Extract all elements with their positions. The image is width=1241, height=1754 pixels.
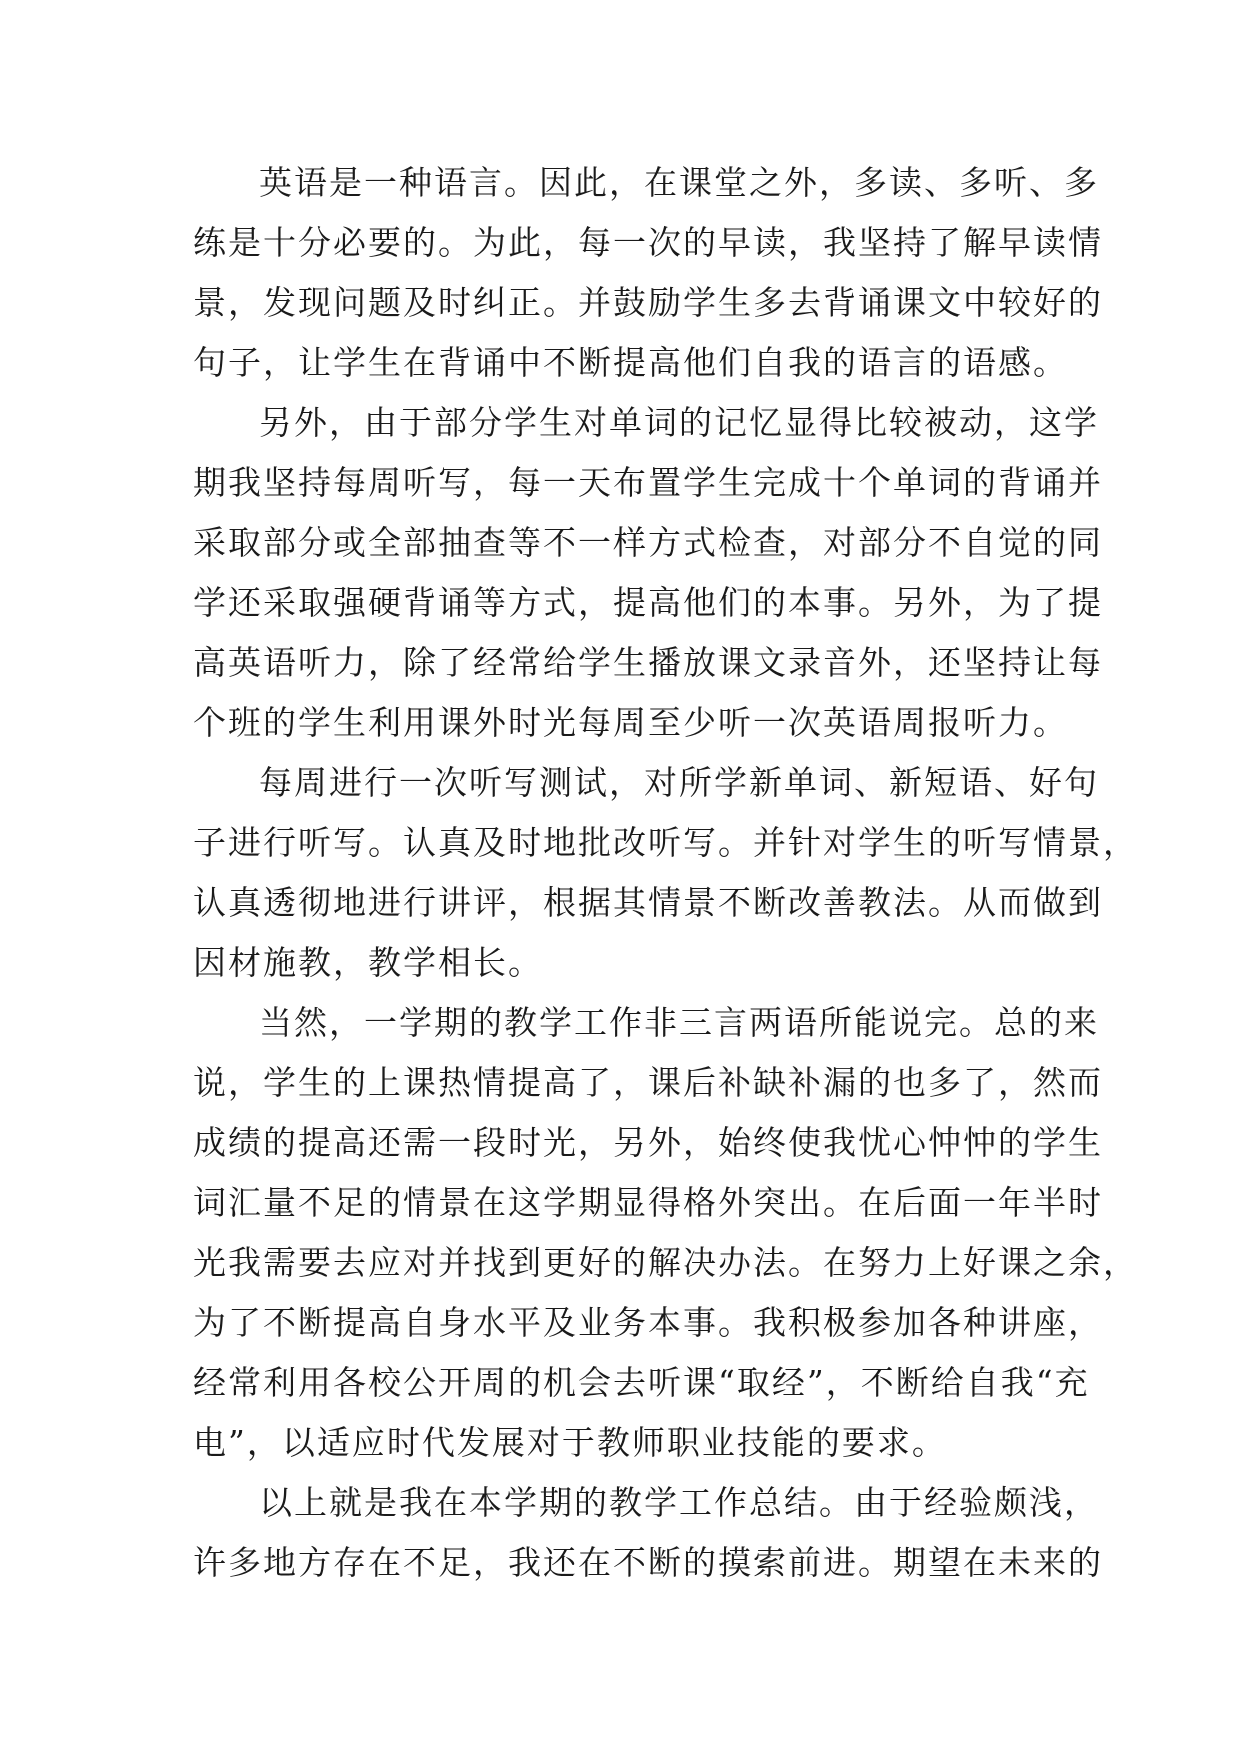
text-line: 每周进行一次听写测试，对所学新单词、新短语、好句 xyxy=(259,763,1099,802)
paragraph xyxy=(193,753,1138,993)
text-line: 英语是一种语言。因此，在课堂之外，多读、多听、多 xyxy=(259,163,1099,202)
text-line: 句子，让学生在背诵中不断提高他们自我的语言的语感。 xyxy=(193,343,1068,382)
text-line: 词汇量不足的情景在这学期显得格外突出。在后面一年半时 xyxy=(193,1183,1103,1222)
text-line: 学还采取强硬背诵等方式，提高他们的本事。另外，为了提 xyxy=(193,583,1103,622)
paragraph xyxy=(193,1473,1103,1593)
text-line: 成绩的提高还需一段时光，另外，始终使我忧心忡忡的学生 xyxy=(193,1123,1103,1162)
paragraph xyxy=(193,153,1103,393)
text-line: 光我需要去应对并找到更好的解决办法。在努力上好课之余， xyxy=(193,1243,1138,1282)
text-line: 为了不断提高自身水平及业务本事。我积极参加各种讲座， xyxy=(193,1303,1103,1342)
text-line: 经常利用各校公开周的机会去听课“取经”，不断给自我“充 xyxy=(193,1363,1090,1402)
text-line: 认真透彻地进行讲评，根据其情景不断改善教法。从而做到 xyxy=(193,883,1103,922)
text-line: 因材施教，教学相长。 xyxy=(193,943,543,982)
document-page xyxy=(193,153,1138,1593)
text-line: 电”，以适应时代发展对于教师职业技能的要求。 xyxy=(193,1423,947,1462)
text-line: 以上就是我在本学期的教学工作总结。由于经验颇浅， xyxy=(259,1483,1099,1522)
text-line: 子进行听写。认真及时地批改听写。并针对学生的听写情景， xyxy=(193,823,1138,862)
text-line: 许多地方存在不足，我还在不断的摸索前进。期望在未来的 xyxy=(193,1543,1103,1582)
text-line: 练是十分必要的。为此，每一次的早读，我坚持了解早读情 xyxy=(193,223,1103,262)
paragraph xyxy=(193,393,1103,753)
text-line: 景，发现问题及时纠正。并鼓励学生多去背诵课文中较好的 xyxy=(193,283,1103,322)
paragraph xyxy=(193,993,1138,1473)
text-line: 当然，一学期的教学工作非三言两语所能说完。总的来 xyxy=(259,1003,1099,1042)
text-line: 说，学生的上课热情提高了，课后补缺补漏的也多了，然而 xyxy=(193,1063,1103,1102)
text-line: 高英语听力，除了经常给学生播放课文录音外，还坚持让每 xyxy=(193,643,1103,682)
text-line: 另外，由于部分学生对单词的记忆显得比较被动，这学 xyxy=(259,403,1099,442)
text-line: 期我坚持每周听写，每一天布置学生完成十个单词的背诵并 xyxy=(193,463,1103,502)
text-line: 个班的学生利用课外时光每周至少听一次英语周报听力。 xyxy=(193,703,1068,742)
text-line: 采取部分或全部抽查等不一样方式检查，对部分不自觉的同 xyxy=(193,523,1103,562)
